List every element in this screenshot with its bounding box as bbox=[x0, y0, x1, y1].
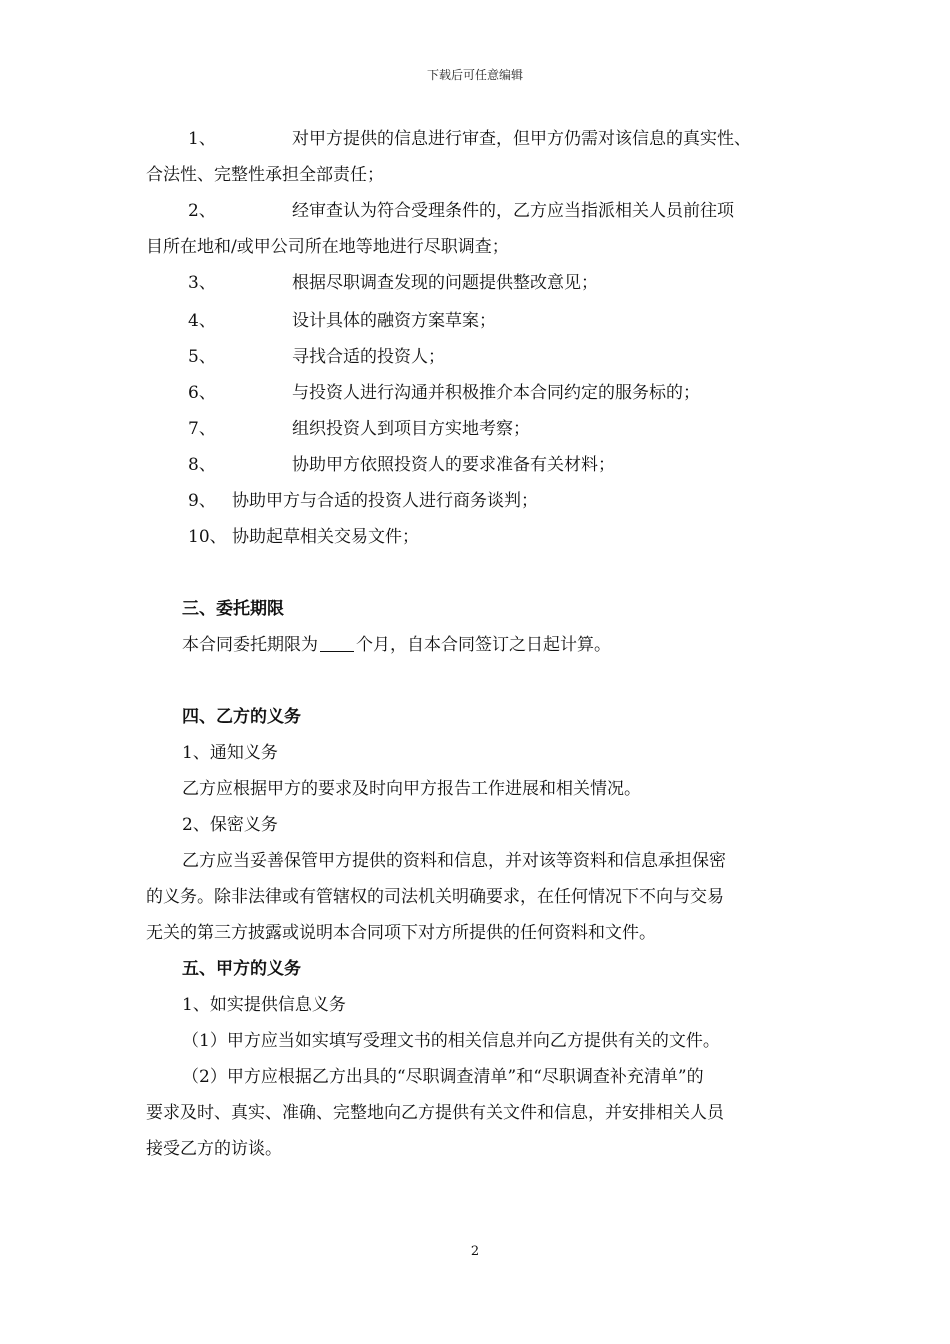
section-heading: 五、甲方的义务 bbox=[182, 959, 301, 979]
term-text-before: 本合同委托期限为 bbox=[182, 635, 318, 655]
list-item-text: 对甲方提供的信息进行审查，但甲方仍需对该信息的真实性、 bbox=[292, 129, 751, 149]
list-item-text: 与投资人进行沟通并积极推介本合同约定的服务标的； bbox=[292, 383, 700, 403]
subsection-title: 1、如实提供信息义务 bbox=[182, 995, 346, 1015]
list-item-number: 3、 bbox=[188, 273, 216, 293]
paragraph-line: （1）甲方应当如实填写受理文书的相关信息并向乙方提供有关的文件。 bbox=[182, 1031, 720, 1051]
list-item-number: 6、 bbox=[188, 383, 216, 403]
list-item-number: 1、 bbox=[188, 129, 216, 149]
paragraph-line: （2）甲方应根据乙方出具的“尽职调查清单”和“尽职调查补充清单”的 bbox=[182, 1067, 704, 1087]
list-item-text: 经审查认为符合受理条件的，乙方应当指派相关人员前往项 bbox=[292, 201, 734, 221]
list-item-text: 协助起草相关交易文件； bbox=[232, 527, 419, 547]
section-paragraph bbox=[182, 634, 611, 656]
blank-underline bbox=[320, 635, 354, 652]
list-item-number: 8、 bbox=[188, 455, 216, 475]
list-item-number: 7、 bbox=[188, 419, 216, 439]
list-item-number: 9、 bbox=[188, 491, 216, 511]
paragraph-line: 要求及时、真实、准确、完整地向乙方提供有关文件和信息，并安排相关人员 bbox=[146, 1103, 724, 1123]
subsection-title: 1、通知义务 bbox=[182, 743, 278, 763]
list-item-number: 10、 bbox=[188, 527, 227, 547]
list-item-text: 协助甲方依照投资人的要求准备有关材料； bbox=[292, 455, 615, 475]
list-item-number: 4、 bbox=[188, 311, 216, 331]
page-header: 下载后可任意编辑 bbox=[426, 68, 523, 82]
list-item-text: 寻找合适的投资人； bbox=[292, 347, 445, 367]
paragraph-line: 无关的第三方披露或说明本合同项下对方所提供的任何资料和文件。 bbox=[146, 923, 656, 943]
list-item-text: 组织投资人到项目方实地考察； bbox=[292, 419, 530, 439]
subsection-title: 2、保密义务 bbox=[182, 815, 278, 835]
list-item-text: 协助甲方与合适的投资人进行商务谈判； bbox=[232, 491, 538, 511]
list-item-continuation: 合法性、完整性承担全部责任； bbox=[146, 165, 384, 185]
paragraph-line: 乙方应当妥善保管甲方提供的资料和信息，并对该等资料和信息承担保密 bbox=[182, 851, 726, 871]
list-item-number: 2、 bbox=[188, 201, 216, 221]
paragraph-line: 接受乙方的访谈。 bbox=[146, 1139, 282, 1159]
paragraph-line: 的义务。除非法律或有管辖权的司法机关明确要求，在任何情况下不向与交易 bbox=[146, 887, 724, 907]
list-item-text: 设计具体的融资方案草案； bbox=[292, 311, 496, 331]
section-heading: 三、委托期限 bbox=[182, 599, 284, 619]
list-item-text: 根据尽职调查发现的问题提供整改意见； bbox=[292, 273, 598, 293]
list-item-continuation: 目所在地和/或甲公司所在地等地进行尽职调查； bbox=[146, 237, 509, 257]
paragraph-line: 乙方应根据甲方的要求及时向甲方报告工作进展和相关情况。 bbox=[182, 779, 641, 799]
term-text-after: 个月，自本合同签订之日起计算。 bbox=[356, 635, 611, 655]
page-number: 2 bbox=[470, 1244, 480, 1259]
list-item-number: 5、 bbox=[188, 347, 216, 367]
section-heading: 四、乙方的义务 bbox=[182, 707, 301, 727]
